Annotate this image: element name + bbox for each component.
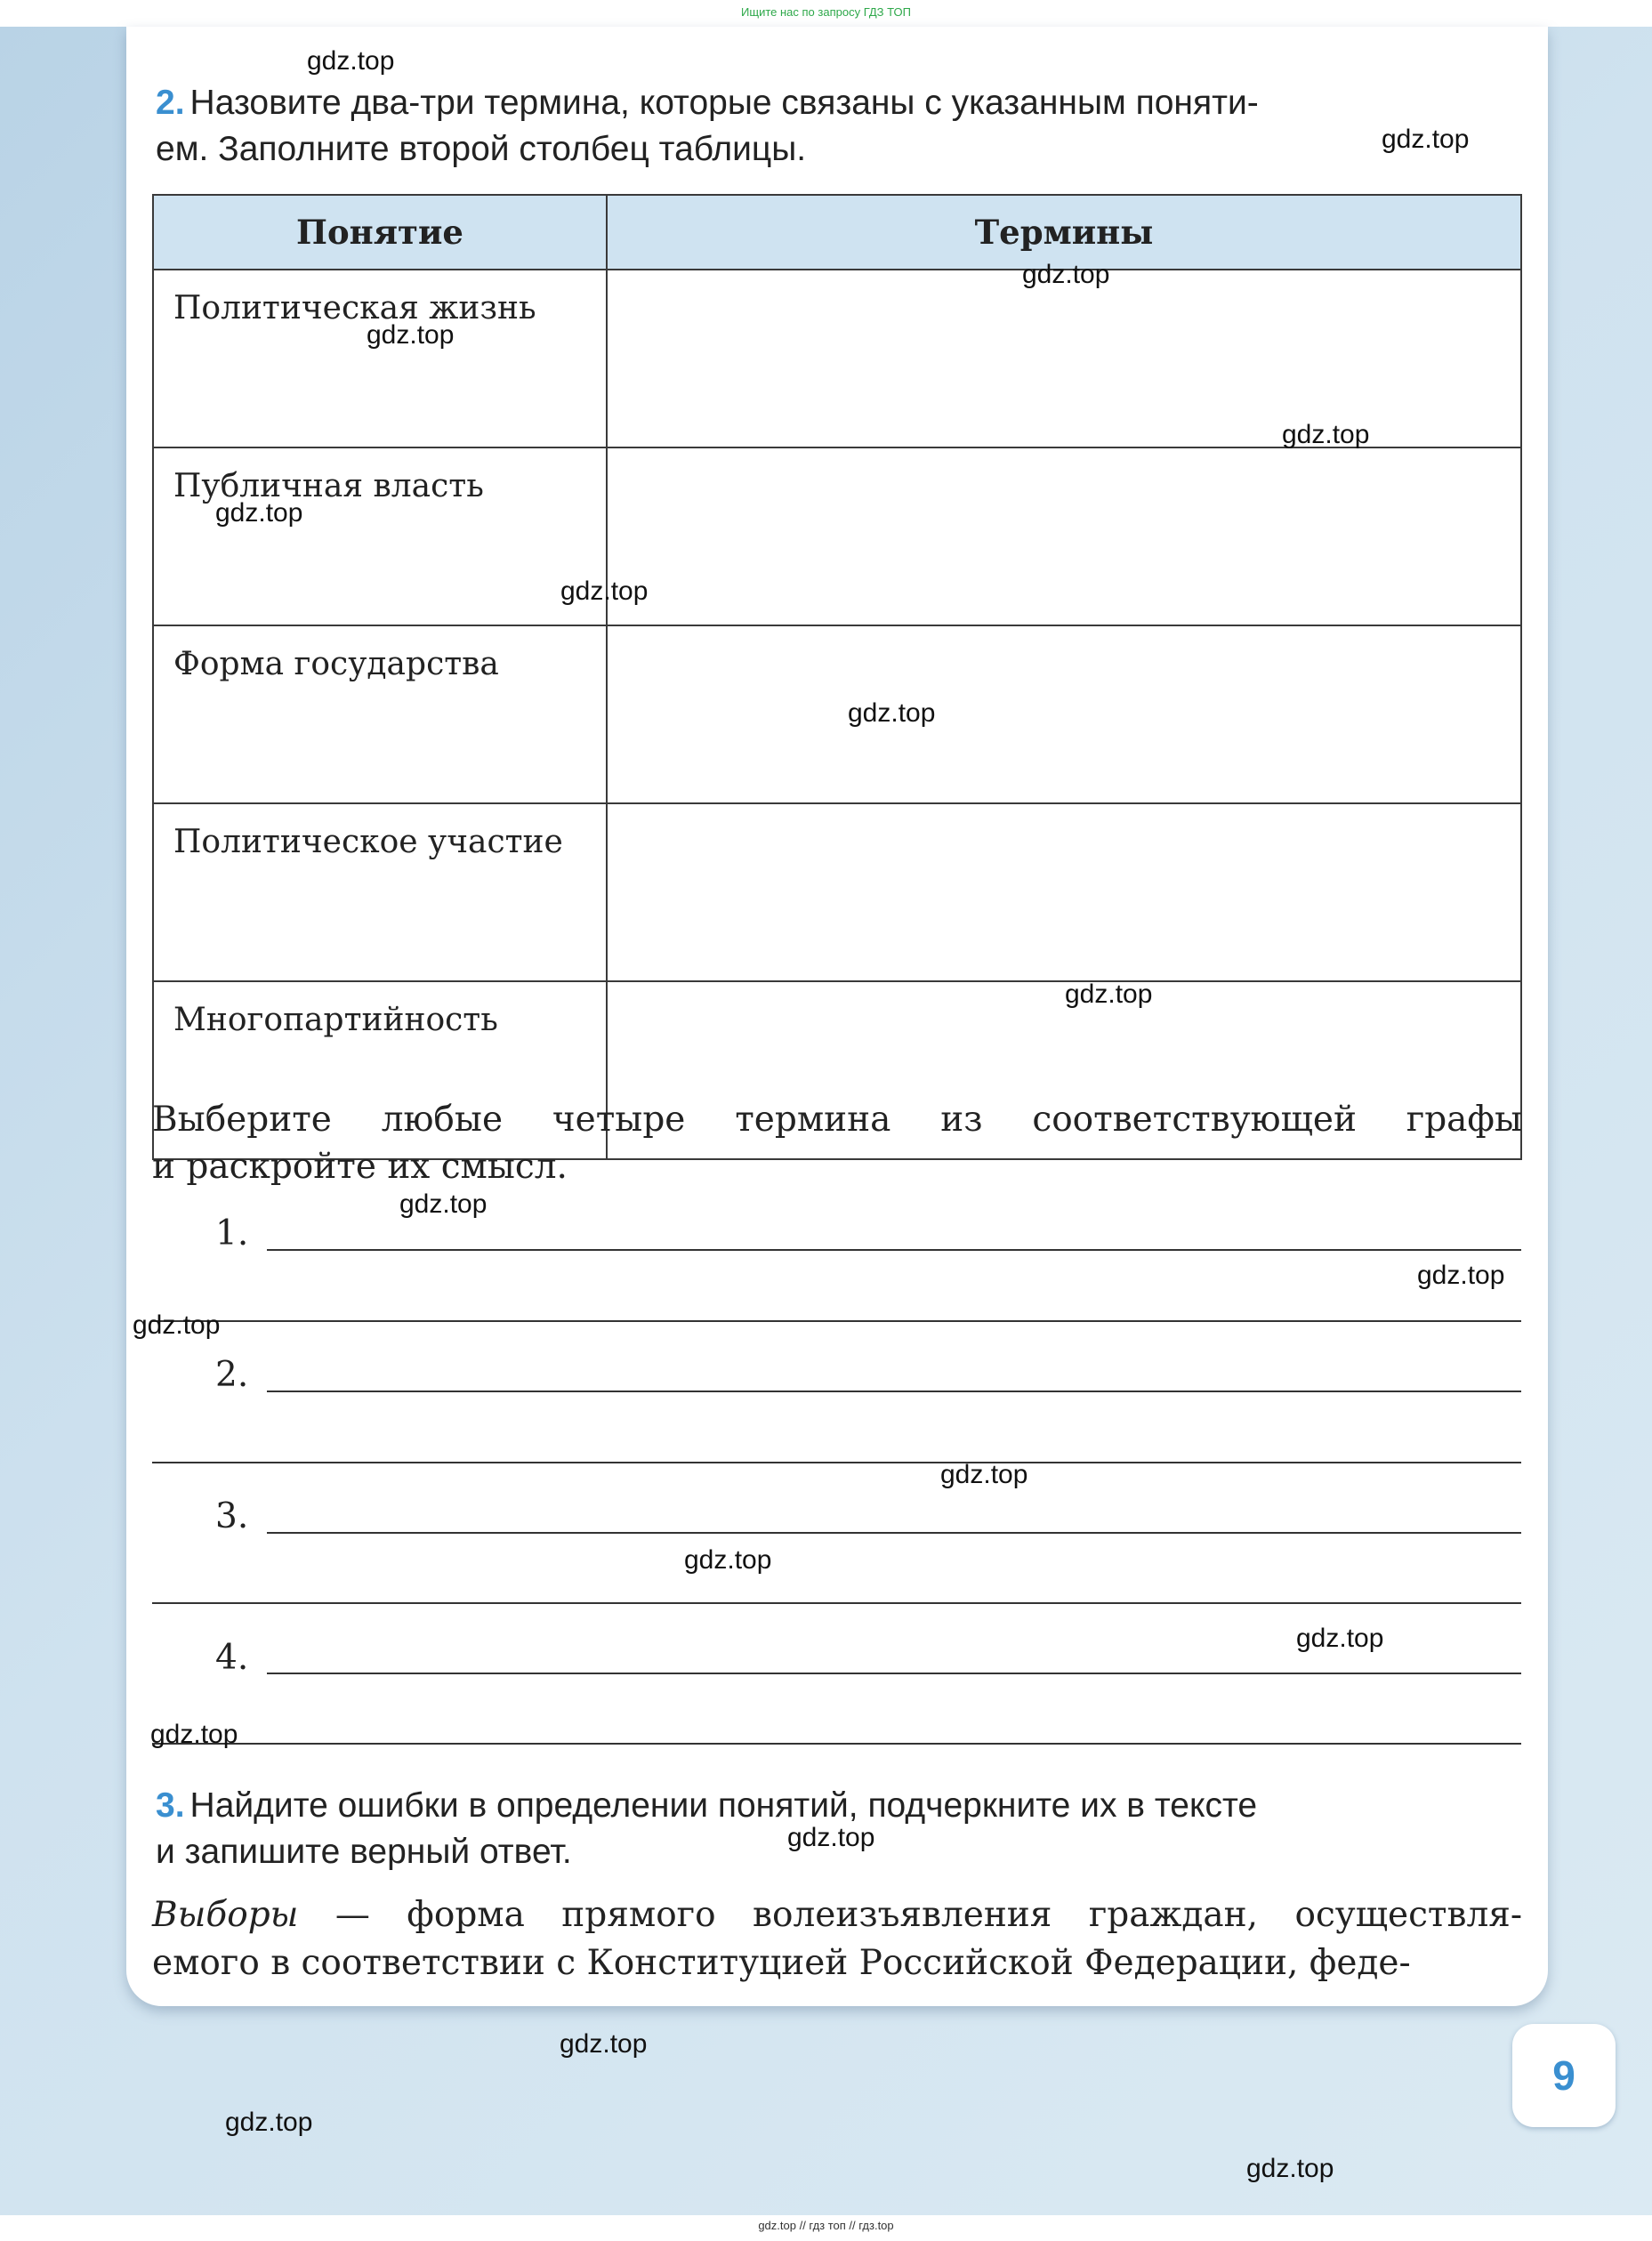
task-3-number: 3. [156, 1786, 185, 1825]
watermark: gdz.top [133, 1310, 221, 1340]
answer-line[interactable] [267, 1391, 1521, 1392]
watermark: gdz.top [150, 1720, 238, 1749]
table-row [153, 447, 1521, 625]
header-note: Ищите нас по запросу ГДЗ ТОП [741, 5, 911, 19]
watermark: gdz.top [787, 1823, 875, 1852]
watermark: gdz.top [940, 1460, 1028, 1489]
answer-number-3: 3. [215, 1496, 249, 1536]
concept-cell: Многопартийность [153, 981, 607, 1159]
watermark: gdz.top [307, 46, 395, 76]
table-header-row [153, 195, 1521, 270]
task-3-text: Найдите ошибки в определении понятий, подчеркните их в тексте [189, 1786, 1258, 1825]
watermark: gdz.top [1382, 125, 1470, 154]
answer-number-2: 2. [215, 1355, 249, 1395]
watermark: gdz.top [848, 698, 936, 728]
terms-answer-cell[interactable] [607, 447, 1521, 625]
answer-line[interactable] [267, 1249, 1521, 1251]
task-3-text-cont: и запишите верный ответ. [156, 1833, 572, 1871]
table-row [153, 625, 1521, 803]
terms-table [152, 194, 1522, 1160]
watermark: gdz.top [1282, 420, 1370, 449]
header-concept: Понятие [153, 195, 607, 270]
page-number: 9 [1552, 2052, 1575, 2099]
table-row [153, 803, 1521, 981]
task-2-heading [156, 80, 1521, 173]
task-2-text: Назовите два-три термина, которые связаны с указанным поняти- [189, 84, 1259, 122]
answer-line[interactable] [152, 1462, 1521, 1463]
concept-cell: Политическая жизнь [153, 270, 607, 447]
watermark: gdz.top [560, 2029, 648, 2059]
instruction-text [152, 1096, 1522, 1190]
watermark: gdz.top [560, 576, 649, 606]
answer-line[interactable] [267, 1532, 1521, 1534]
terms-answer-cell[interactable] [607, 803, 1521, 981]
defined-term: Выборы [152, 1895, 299, 1935]
answer-line[interactable] [152, 1743, 1521, 1745]
definition-paragraph [152, 1891, 1522, 1987]
watermark: gdz.top [684, 1545, 772, 1575]
answer-line[interactable] [152, 1602, 1521, 1604]
terms-answer-cell[interactable] [607, 625, 1521, 803]
answer-number-1: 1. [215, 1213, 249, 1254]
watermark: gdz.top [367, 320, 455, 350]
answer-number-4: 4. [215, 1638, 249, 1678]
paragraph-line-1-text: — форма прямого волеизъявления граждан, осуществля- [298, 1895, 1522, 1935]
answer-line[interactable] [152, 1320, 1521, 1322]
paragraph-line-1 [152, 1891, 1522, 1939]
concept-cell: Форма государства [153, 625, 607, 803]
page-number-badge [1512, 2024, 1616, 2127]
answer-line[interactable] [267, 1673, 1521, 1674]
task-2-text-cont: ем. Заполните второй столбец таблицы. [156, 130, 807, 168]
watermark: gdz.top [1022, 260, 1110, 289]
paragraph-line-2: емого в соответствии с Конституцией Российской Федерации, феде- [152, 1943, 1411, 1983]
watermark: gdz.top [1417, 1261, 1505, 1290]
terms-answer-cell[interactable] [607, 270, 1521, 447]
instruction-line-2: и раскройте их смысл. [152, 1147, 568, 1187]
watermark: gdz.top [225, 2108, 313, 2137]
watermark: gdz.top [1065, 979, 1153, 1009]
concept-cell: Политическое участие [153, 803, 607, 981]
instruction-line-1: Выберите любые четыре термина из соответствующей графы [152, 1100, 1522, 1140]
watermark: gdz.top [1296, 1624, 1384, 1653]
watermark: gdz.top [399, 1189, 488, 1219]
watermark: gdz.top [215, 498, 303, 528]
footer-note: gdz.top // гдз топ // гдз.top [758, 2219, 894, 2232]
task-2-number: 2. [156, 84, 185, 122]
watermark: gdz.top [1246, 2154, 1334, 2183]
concept-cell: Публичная власть [153, 447, 607, 625]
header-terms: Термины [607, 195, 1521, 270]
